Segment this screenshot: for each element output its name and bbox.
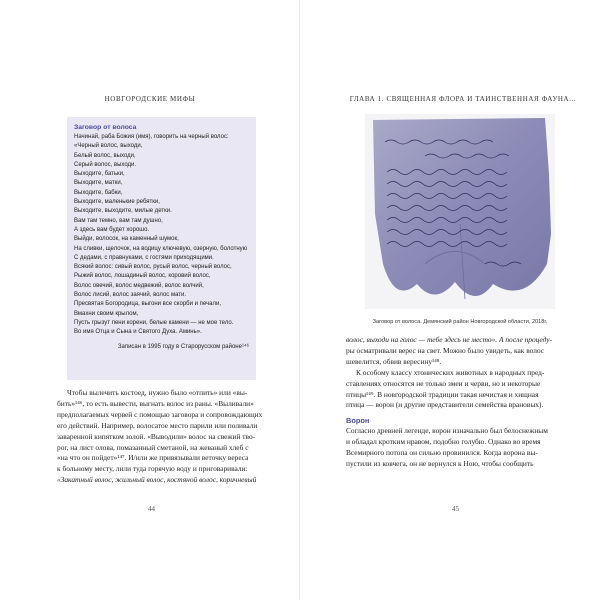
body-line: к больному месту, лили туда горячую воду и приговаривали: xyxy=(57,464,248,474)
body-line: рог, на лист олова, помазанный сметаной, на жеваный хлеб с xyxy=(57,442,249,452)
charm-line: Начинай, раба Божия (имя), говорить на черный волос: xyxy=(74,134,229,140)
body-line: и обладал кротким нравом, подобно голубю. Однако во время xyxy=(346,437,541,447)
charm-line: Вам там темно, вам там душно, xyxy=(74,217,163,224)
charm-lines xyxy=(74,133,249,338)
body-line: ры осматривали верес на свет. Можно было увидеть, как волос xyxy=(346,345,545,355)
left-body-text xyxy=(57,388,263,486)
handwritten-charm-photo xyxy=(365,114,555,309)
running-head-right: ГЛАВА 1. СВЯЩЕННАЯ ФЛОРА И ТАИНСТВЕННАЯ ФАУНА... xyxy=(349,95,577,103)
section-heading: Ворон xyxy=(346,416,370,426)
photo-image xyxy=(365,114,555,309)
running-head-left: НОВГОРОДСКИЕ МИФЫ xyxy=(104,95,196,103)
charm-line: Волос овечий, волос медвежий, волос волчий, xyxy=(74,282,204,289)
body-line: птицы¹⁴⁹. В новгородской традиции такая нечистая и хищная xyxy=(346,389,539,399)
right-body-text xyxy=(346,335,557,470)
page-number-right: 45 xyxy=(452,505,459,513)
charm-line: «Черный волос, выходи, xyxy=(74,143,143,150)
charm-line: С дедами, с правнуками, с гостями приходящими. xyxy=(74,254,214,261)
body-line: птица — ворон (и другие представители семейства врановых). xyxy=(346,400,544,410)
charm-line: Серый волос, выходи. xyxy=(74,161,137,168)
charm-line: Всякий волос: сивый волос, русый волос, черный волос, xyxy=(74,264,232,271)
body-line: «на что он пойдет»¹⁴⁷. И/или же привязывали веточку вереса xyxy=(57,453,249,463)
charm-sidebar xyxy=(67,117,256,380)
charm-line: На сливки, щелочок, на водицу ключевую, озерную, болотную xyxy=(74,245,248,252)
charm-line: А здесь вам будет хорошо. xyxy=(74,226,150,233)
body-line: К особому классу хтонических животных в народных пред- xyxy=(356,367,545,377)
charm-line: Выходите, матки, xyxy=(74,180,123,187)
charm-line: Выходите, выходите, милые детки. xyxy=(74,208,172,215)
charm-line: Выходите, батьки, xyxy=(74,171,125,178)
page-number-left: 44 xyxy=(148,505,155,513)
right-page xyxy=(300,0,600,600)
charm-line: Волос лисий, волос заячий, волос мати. xyxy=(74,292,187,299)
paper-sheet xyxy=(373,118,551,296)
charm-line: Во имя Отца и Сына и Святого Духа. Аминь». xyxy=(74,329,202,336)
charm-line: Выйди, волосок, на каменный шумок, xyxy=(74,236,179,243)
body-line: бить»¹⁴⁶, то есть вывести, выгнать волос из раны. «Выливали» xyxy=(57,398,254,408)
body-line: заваренной кипятком золой. «Выводили» волос на свежий тво- xyxy=(57,431,256,441)
charm-line: Пресвятая Богородица, выгони все скорби и печали, xyxy=(74,301,222,308)
body-line: его действий. Например, волосатое место парили или поливали xyxy=(57,420,258,430)
photo-caption: Заговор от волоса. Демянский район Новгородской области, 2018г. xyxy=(372,319,548,325)
body-line: Всемирного потопа он сильно провинился. Когда ворона вы- xyxy=(346,448,538,458)
charm-line: Выходите, маленькие ребятки, xyxy=(74,199,160,206)
body-line: шевелится, обвив вересину¹⁴⁸. xyxy=(346,356,442,366)
charm-line: Пусть грызут пени корени, белые камени — не мое тело. xyxy=(74,319,234,326)
body-line: Чтобы вылечить костоед, нужно было «отпить» или «вы- xyxy=(67,388,248,397)
charm-source: Записан в 1995 году в Старорусском районе¹⁴⁶ xyxy=(117,343,249,350)
body-line: Согласно древней легенде, ворон изначально был белоснежным xyxy=(346,426,548,436)
body-line: предполагаемых червей с помощью заговора и сопровождающих xyxy=(57,409,263,419)
charm-title: Заговор от волоса xyxy=(74,124,137,131)
charm-line: Рыжий волос, лошадиный волос, коровий волос, xyxy=(74,273,211,280)
charm-line: Вмахни своим крылом, xyxy=(74,310,139,317)
body-line: «Закатный волос, жильный волос, костяной волос, коричневый xyxy=(57,475,257,485)
body-line: пустили из ковчега, он не вернулся к Ною, чтобы сообщить xyxy=(346,459,534,469)
body-line: волос, выходи на голос — тебе здесь не место». А после процеду- xyxy=(346,335,553,344)
charm-line: Белый волос, выходи, xyxy=(74,152,136,159)
body-line: ставлениях относятся не только змеи и черви, но и некоторые xyxy=(346,378,541,388)
charm-line: Выходите, бабки, xyxy=(74,189,123,196)
